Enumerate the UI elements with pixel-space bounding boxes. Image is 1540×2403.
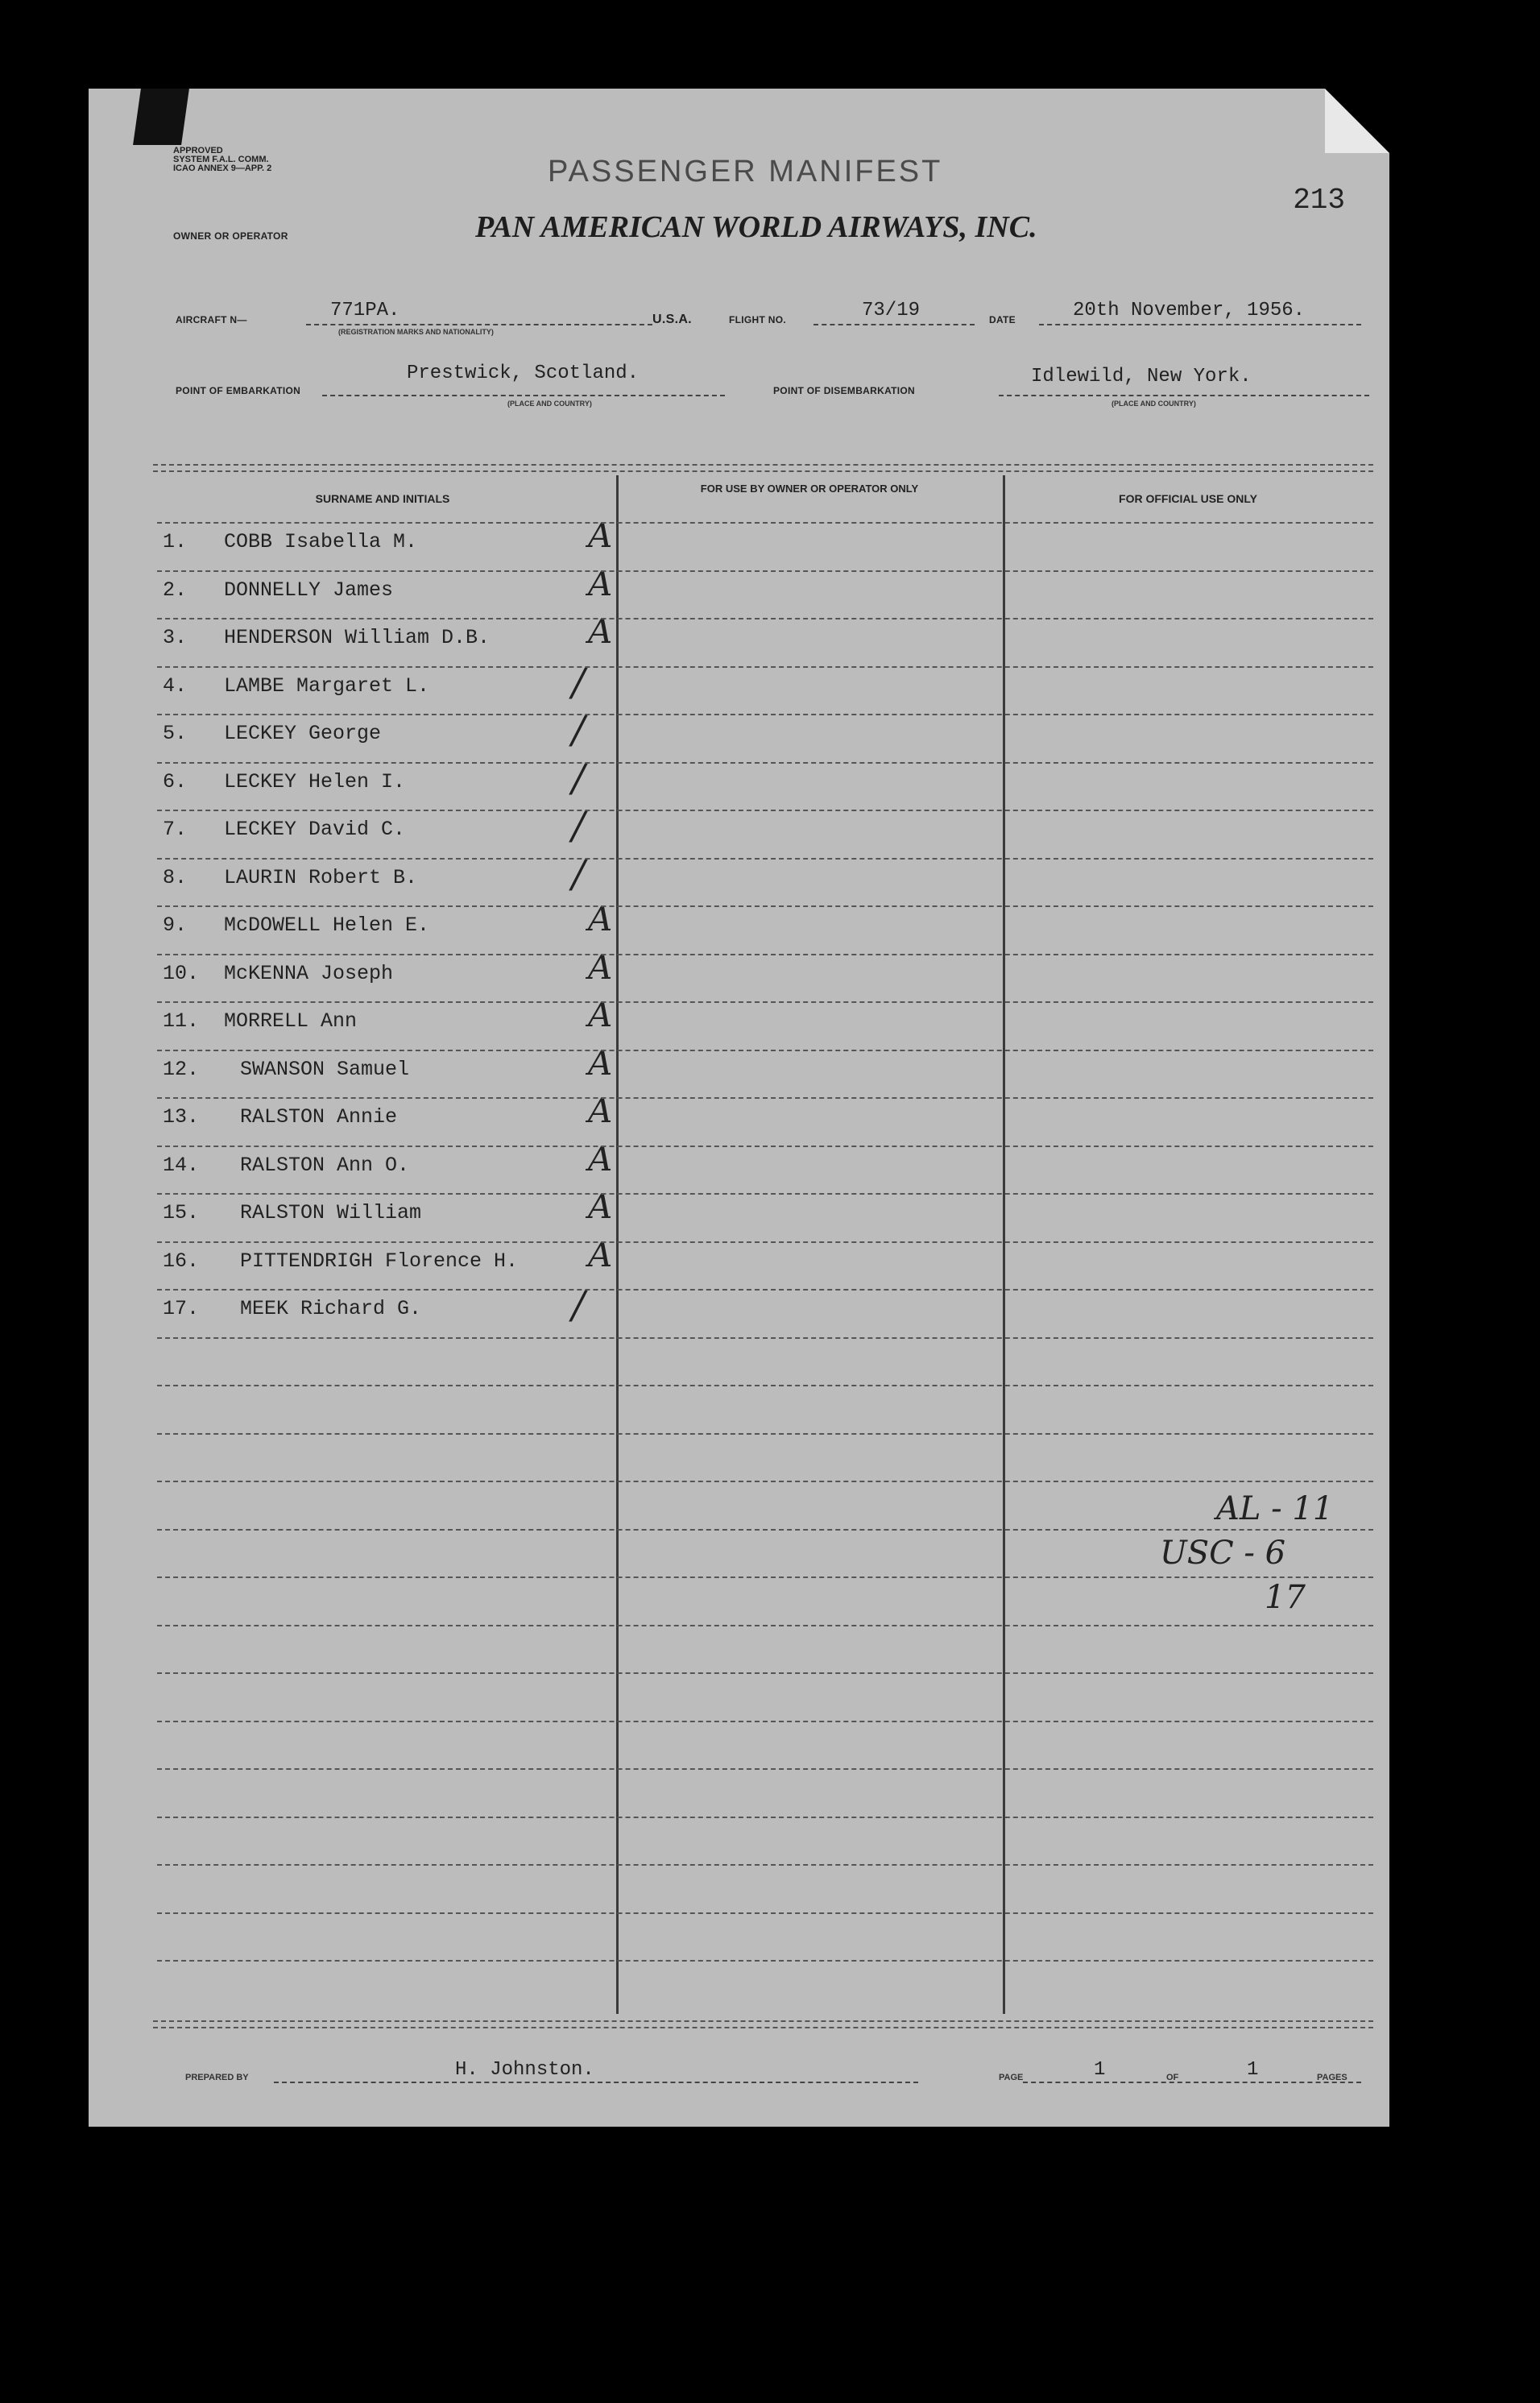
status-mark: A	[588, 1234, 613, 1274]
row-rule	[157, 1529, 1373, 1531]
date-label: DATE	[989, 314, 1016, 325]
row-rule	[157, 810, 1373, 811]
status-mark: /	[572, 1282, 586, 1328]
ink-blot	[133, 89, 189, 145]
manifest-document	[89, 89, 1389, 2127]
date-underline	[1039, 324, 1361, 325]
col-owner-header: FOR USE BY OWNER OR OPERATOR ONLY	[700, 483, 919, 495]
row-rule	[157, 1289, 1373, 1291]
flight-label: FLIGHT NO.	[729, 314, 786, 325]
passenger-number: 7.	[163, 818, 188, 841]
passenger-number: 5.	[163, 722, 188, 745]
row-rule	[157, 1817, 1373, 1818]
page-value: 1	[1094, 2059, 1106, 2081]
disembark-underline	[999, 395, 1369, 396]
row-rule	[157, 1385, 1373, 1386]
prepared-by-label: PREPARED BY	[185, 2073, 249, 2082]
embark-underline	[322, 395, 725, 396]
passenger-number: 10.	[163, 961, 200, 985]
embark-value: Prestwick, Scotland.	[407, 363, 640, 384]
passenger-name: HENDERSON William D.B.	[224, 626, 491, 649]
passenger-name: McDOWELL Helen E.	[224, 914, 430, 937]
status-mark: A	[588, 611, 613, 651]
prepared-underline	[274, 2082, 918, 2083]
tally-total: 17	[1265, 1579, 1306, 1616]
of-label: OF	[1166, 2073, 1179, 2082]
of-value: 1	[1247, 2059, 1259, 2081]
row-rule	[157, 1864, 1373, 1866]
passenger-name: PITTENDRIGH Florence H.	[240, 1249, 519, 1273]
passenger-name: LAURIN Robert B.	[224, 865, 418, 889]
status-mark: /	[572, 851, 586, 897]
row-rule	[157, 1481, 1373, 1482]
row-rule	[157, 1672, 1373, 1674]
passenger-name: LECKEY David C.	[224, 818, 406, 841]
passenger-name: SWANSON Samuel	[240, 1057, 410, 1081]
row-rule	[157, 1097, 1373, 1099]
column-divider	[1003, 475, 1005, 2014]
row-rule	[157, 1912, 1373, 1914]
row-rule	[157, 1001, 1373, 1003]
row-rule	[157, 1433, 1373, 1435]
column-divider	[616, 475, 619, 2014]
embark-sub: (PLACE AND COUNTRY)	[507, 400, 592, 408]
status-mark: /	[572, 707, 586, 752]
passenger-name: RALSTON William	[240, 1201, 422, 1224]
status-mark: A	[588, 1091, 613, 1130]
passenger-number: 16.	[163, 1249, 200, 1273]
passenger-name: RALSTON Annie	[240, 1105, 398, 1129]
passenger-name: LECKEY Helen I.	[224, 769, 406, 793]
passenger-number: 14.	[163, 1153, 200, 1177]
table-bottom-rule	[153, 2020, 1373, 2028]
page-title: PASSENGER MANIFEST	[548, 155, 943, 189]
passenger-number: 8.	[163, 865, 188, 889]
row-rule	[157, 762, 1373, 764]
aircraft-value: 771PA.	[330, 300, 400, 321]
passenger-number: 4.	[163, 673, 188, 698]
status-mark: A	[588, 995, 613, 1034]
passenger-number: 13.	[163, 1105, 200, 1129]
row-rule	[157, 1146, 1373, 1147]
row-rule	[157, 522, 1373, 524]
disembark-value: Idlewild, New York.	[1031, 366, 1252, 387]
company-name: PAN AMERICAN WORLD AIRWAYS, INC.	[475, 210, 1037, 244]
row-rule	[157, 1768, 1373, 1770]
passenger-name: RALSTON Ann O.	[240, 1153, 410, 1177]
passenger-name: COBB Isabella M.	[224, 530, 418, 553]
passenger-name: MEEK Richard G.	[240, 1297, 422, 1320]
passenger-number: 11.	[163, 1009, 200, 1033]
tally-usc: USC - 6	[1160, 1535, 1286, 1572]
usa-label: U.S.A.	[652, 313, 692, 326]
passenger-number: 9.	[163, 914, 188, 937]
tally-alien: AL - 11	[1216, 1490, 1334, 1527]
row-rule	[157, 1625, 1373, 1626]
table-top-rule	[153, 464, 1373, 472]
row-rule	[157, 570, 1373, 572]
date-value: 20th November, 1956.	[1073, 300, 1306, 321]
status-mark: A	[588, 1138, 613, 1179]
prepared-by-value: H. Johnston.	[455, 2059, 594, 2081]
row-rule	[157, 666, 1373, 668]
passenger-name: DONNELLY James	[224, 578, 394, 602]
row-rule	[157, 954, 1373, 955]
status-mark: /	[572, 659, 586, 705]
embark-label: POINT OF EMBARKATION	[176, 385, 301, 396]
passenger-name: LECKEY George	[224, 722, 382, 745]
page-underline	[1023, 2082, 1361, 2083]
approval-line: SYSTEM F.A.L. COMM.	[173, 155, 269, 164]
passenger-number: 12.	[163, 1057, 200, 1081]
status-mark: A	[588, 1042, 613, 1083]
row-rule	[157, 1576, 1373, 1578]
passenger-name: MORRELL Ann	[224, 1009, 358, 1033]
row-rule	[157, 1721, 1373, 1722]
aircraft-label: AIRCRAFT N—	[176, 314, 247, 325]
status-mark: /	[572, 755, 586, 801]
aircraft-sub: (REGISTRATION MARKS AND NATIONALITY)	[338, 328, 494, 336]
row-rule	[157, 1337, 1373, 1339]
approval-line: APPROVED	[173, 146, 223, 155]
col-surname-header: SURNAME AND INITIALS	[315, 492, 450, 505]
row-rule	[157, 858, 1373, 860]
passenger-number: 2.	[163, 578, 188, 602]
row-rule	[157, 1960, 1373, 1962]
approval-line: ICAO ANNEX 9—APP. 2	[173, 164, 272, 173]
page-label: PAGE	[999, 2073, 1024, 2082]
disembark-label: POINT OF DISEMBARKATION	[773, 385, 916, 396]
status-mark: A	[588, 516, 613, 555]
row-rule	[157, 1050, 1373, 1051]
flight-underline	[813, 324, 975, 325]
pages-label: PAGES	[1317, 2073, 1348, 2082]
passenger-number: 1.	[163, 530, 188, 553]
status-mark: A	[588, 899, 613, 938]
row-rule	[157, 1241, 1373, 1243]
status-mark: /	[572, 803, 586, 848]
row-rule	[157, 714, 1373, 715]
status-mark: A	[588, 563, 613, 603]
flight-number: 73/19	[862, 300, 921, 321]
passenger-name: McKENNA Joseph	[224, 961, 394, 985]
row-rule	[157, 1193, 1373, 1195]
col-official-header: FOR OFFICIAL USE ONLY	[1119, 492, 1257, 505]
aircraft-underline	[306, 324, 652, 325]
status-mark: A	[588, 1187, 613, 1226]
folded-corner	[1325, 89, 1389, 153]
owner-label: OWNER OR OPERATOR	[173, 230, 288, 242]
passenger-number: 6.	[163, 769, 188, 793]
approval-notice	[173, 147, 271, 173]
passenger-number: 15.	[163, 1201, 200, 1224]
status-mark: A	[588, 947, 613, 987]
passenger-number: 3.	[163, 626, 188, 649]
disembark-sub: (PLACE AND COUNTRY)	[1112, 400, 1196, 408]
passenger-number: 17.	[163, 1297, 200, 1320]
page-number: 213	[1293, 184, 1345, 217]
passenger-name: LAMBE Margaret L.	[224, 673, 430, 698]
row-rule	[157, 618, 1373, 619]
row-rule	[157, 905, 1373, 907]
